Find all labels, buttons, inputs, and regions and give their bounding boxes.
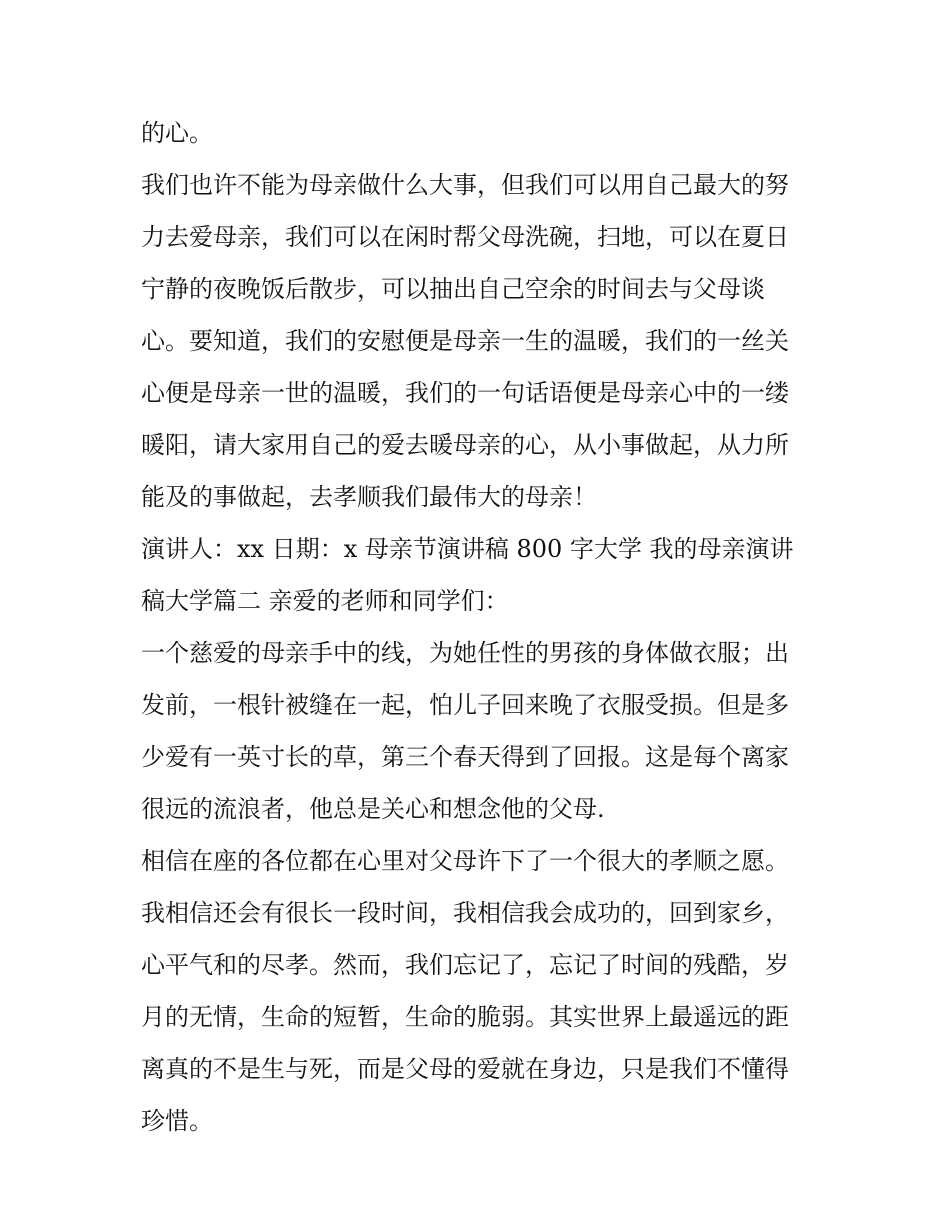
text-line: 心便是母亲一世的温暖，我们的一句话语便是母亲心中的一缕 (141, 379, 789, 407)
text-line: 相信在座的各位都在心里对父母许下了一个很大的孝顺之愿。 (141, 847, 789, 875)
text-line: 一个慈爱的母亲手中的线，为她任性的男孩的身体做衣服；出 (141, 639, 789, 667)
text-line: 力去爱母亲，我们可以在闲时帮父母洗碗，扫地，可以在夏日 (141, 223, 789, 251)
text-line: 很远的流浪者，他总是关心和想念他的父母. (141, 795, 605, 823)
text-line: 我相信还会有很长一段时间，我相信我会成功的，回到家乡， (141, 899, 789, 927)
text-line: 珍惜。 (141, 1107, 213, 1135)
text-line: 心。要知道，我们的安慰便是母亲一生的温暖，我们的一丝关 (141, 327, 789, 355)
text-line: 心平气和的尽孝。然而，我们忘记了，忘记了时间的残酷，岁 (141, 951, 789, 979)
text-line: 发前，一根针被缝在一起，怕儿子回来晚了衣服受损。但是多 (141, 691, 789, 719)
text-line: 能及的事做起，去孝顺我们最伟大的母亲！ (141, 483, 597, 511)
text-line: 宁静的夜晚饭后散步，可以抽出自己空余的时间去与父母谈 (141, 275, 765, 303)
text-line: 我们也许不能为母亲做什么大事，但我们可以用自己最大的努 (141, 171, 789, 199)
text-line: 的心。 (141, 119, 213, 147)
text-line: 演讲人：xx 日期：x 母亲节演讲稿 800 字大学 我的母亲演讲 (141, 535, 794, 563)
text-line: 月的无情，生命的短暂，生命的脆弱。其实世界上最遥远的距 (141, 1003, 789, 1031)
text-line: 暖阳，请大家用自己的爱去暖母亲的心，从小事做起，从力所 (141, 431, 789, 459)
text-line: 稿大学篇二 亲爱的老师和同学们： (141, 587, 509, 615)
text-line: 少爱有一英寸长的草，第三个春天得到了回报。这是每个离家 (141, 743, 789, 771)
text-line: 离真的不是生与死，而是父母的爱就在身边，只是我们不懂得 (141, 1055, 789, 1083)
body-text (141, 107, 813, 1147)
